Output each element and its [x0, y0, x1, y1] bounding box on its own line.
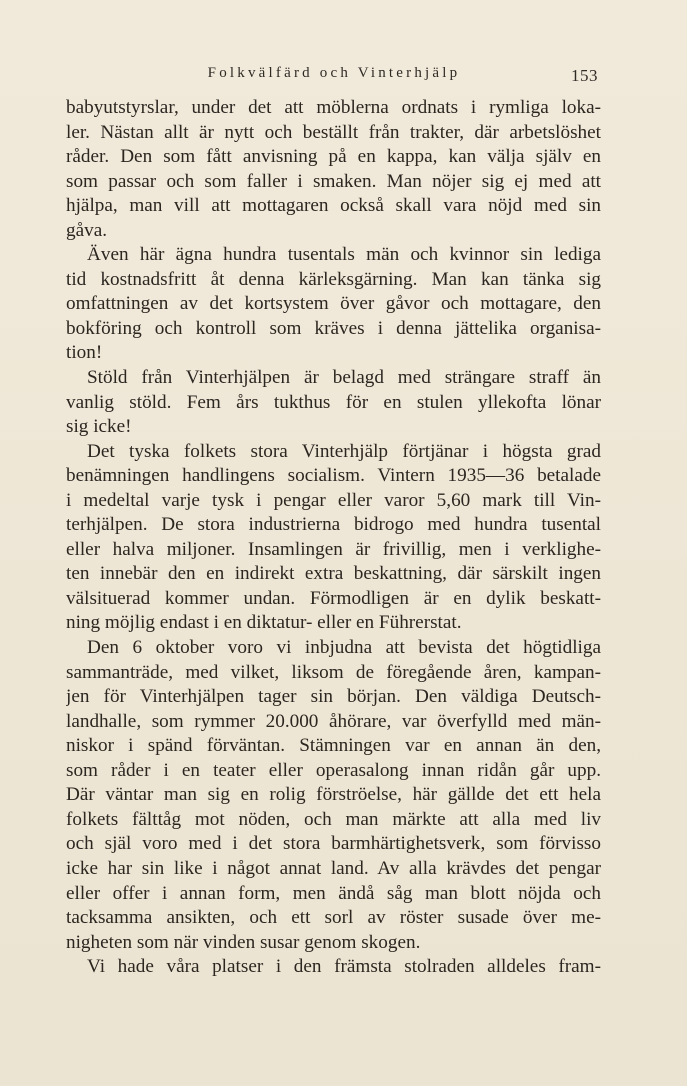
page-number: 153: [571, 66, 598, 85]
text-line: omfattningen av det kortsystem över gåvor och mottagare, den: [66, 293, 601, 315]
text-line: ning möjlig endast i en diktatur- eller en Führerstat.: [66, 612, 462, 634]
text-line: nigheten som när vinden susar genom skogen.: [66, 931, 421, 953]
text-line: niskor i spänd förväntan. Stämningen var en annan än den,: [66, 735, 601, 757]
text-line: Där väntar man sig en rolig förströelse, här gällde det ett hela: [66, 784, 601, 806]
text-line: eller offer i annan form, men ändå såg man blott nöjda och: [66, 882, 601, 904]
text-line: gåva.: [66, 219, 108, 241]
text-line: råder. Den som fått anvisning på en kappa, kan välja själv en: [66, 146, 601, 168]
text-line: landhalle, som rymmer 20.000 åhörare, var överfylld med män-: [66, 710, 601, 732]
text-line: Det tyska folkets stora Vinterhjälp förtjänar i högsta grad: [87, 440, 601, 462]
text-line: babyutstyrslar, under det att möblerna ordnats i rymliga loka-: [66, 97, 601, 118]
text-line: välsituerad kommer undan. Förmodligen är en dylik beskatt-: [66, 587, 601, 609]
text-line: tid kostnadsfritt åt denna kärleksgärning. Man kan tänka sig: [66, 268, 601, 290]
text-line: Den 6 oktober voro vi inbjudna att bevista det högtidliga: [87, 637, 601, 659]
text-line: hjälpa, man vill att mottagaren också skall vara nöjd med sin: [66, 195, 601, 217]
text-line: eller halva miljoner. Insamlingen är frivillig, men i verklighe-: [66, 538, 601, 560]
text-line: som råder i en teater eller operasalong innan ridån går upp.: [66, 759, 601, 781]
text-line: tacksamma ansikten, och ett sorl av röster susade över me-: [66, 907, 601, 929]
text-line: Stöld från Vinterhjälpen är belagd med strängare straff än: [87, 367, 601, 389]
text-line: som passar och som faller i smaken. Man nöjer sig ej med att: [66, 170, 601, 192]
text-line: icke har sin like i något annat land. Av alla krävdes det pengar: [66, 857, 601, 879]
text-line: Även här ägna hundra tusentals män och kvinnor sin lediga: [87, 244, 601, 266]
body-text: [66, 96, 601, 980]
text-line: benämningen handlingens socialism. Vintern 1935—36 betalade: [66, 465, 601, 487]
text-line: sig icke!: [66, 416, 132, 438]
text-line: ten innebär den en indirekt extra beskattning, där särskilt ingen: [66, 563, 601, 585]
text-line: och själ voro med i det stora barmhärtighetsverk, som förvisso: [66, 833, 601, 855]
running-title: Folkvälfärd och Vinterhjälp: [207, 65, 461, 81]
text-line: terhjälpen. De stora industrierna bidrogo med hundra tusental: [66, 514, 601, 536]
text-line: i medeltal varje tysk i pengar eller varor 5,60 mark till Vin-: [66, 489, 601, 511]
text-line: sammanträde, med vilket, liksom de föregående åren, kampan-: [66, 661, 601, 683]
text-line: tion!: [66, 342, 103, 364]
page-header: [66, 62, 602, 88]
text-line: vanlig stöld. Fem års tukthus för en stulen yllekofta lönar: [66, 391, 601, 413]
text-line: bokföring och kontroll som kräves i denna jättelika organisa-: [66, 317, 601, 339]
text-line: jen för Vinterhjälpen tager sin början. Den väldiga Deutsch-: [66, 686, 601, 708]
text-line: ler. Nästan allt är nytt och beställt från trakter, där arbetslöshet: [66, 121, 601, 143]
text-line: folkets fälttåg mot nöden, och man märkte att alla med liv: [66, 808, 601, 830]
text-line: Vi hade våra platser i den främsta stolraden alldeles fram-: [87, 956, 601, 978]
